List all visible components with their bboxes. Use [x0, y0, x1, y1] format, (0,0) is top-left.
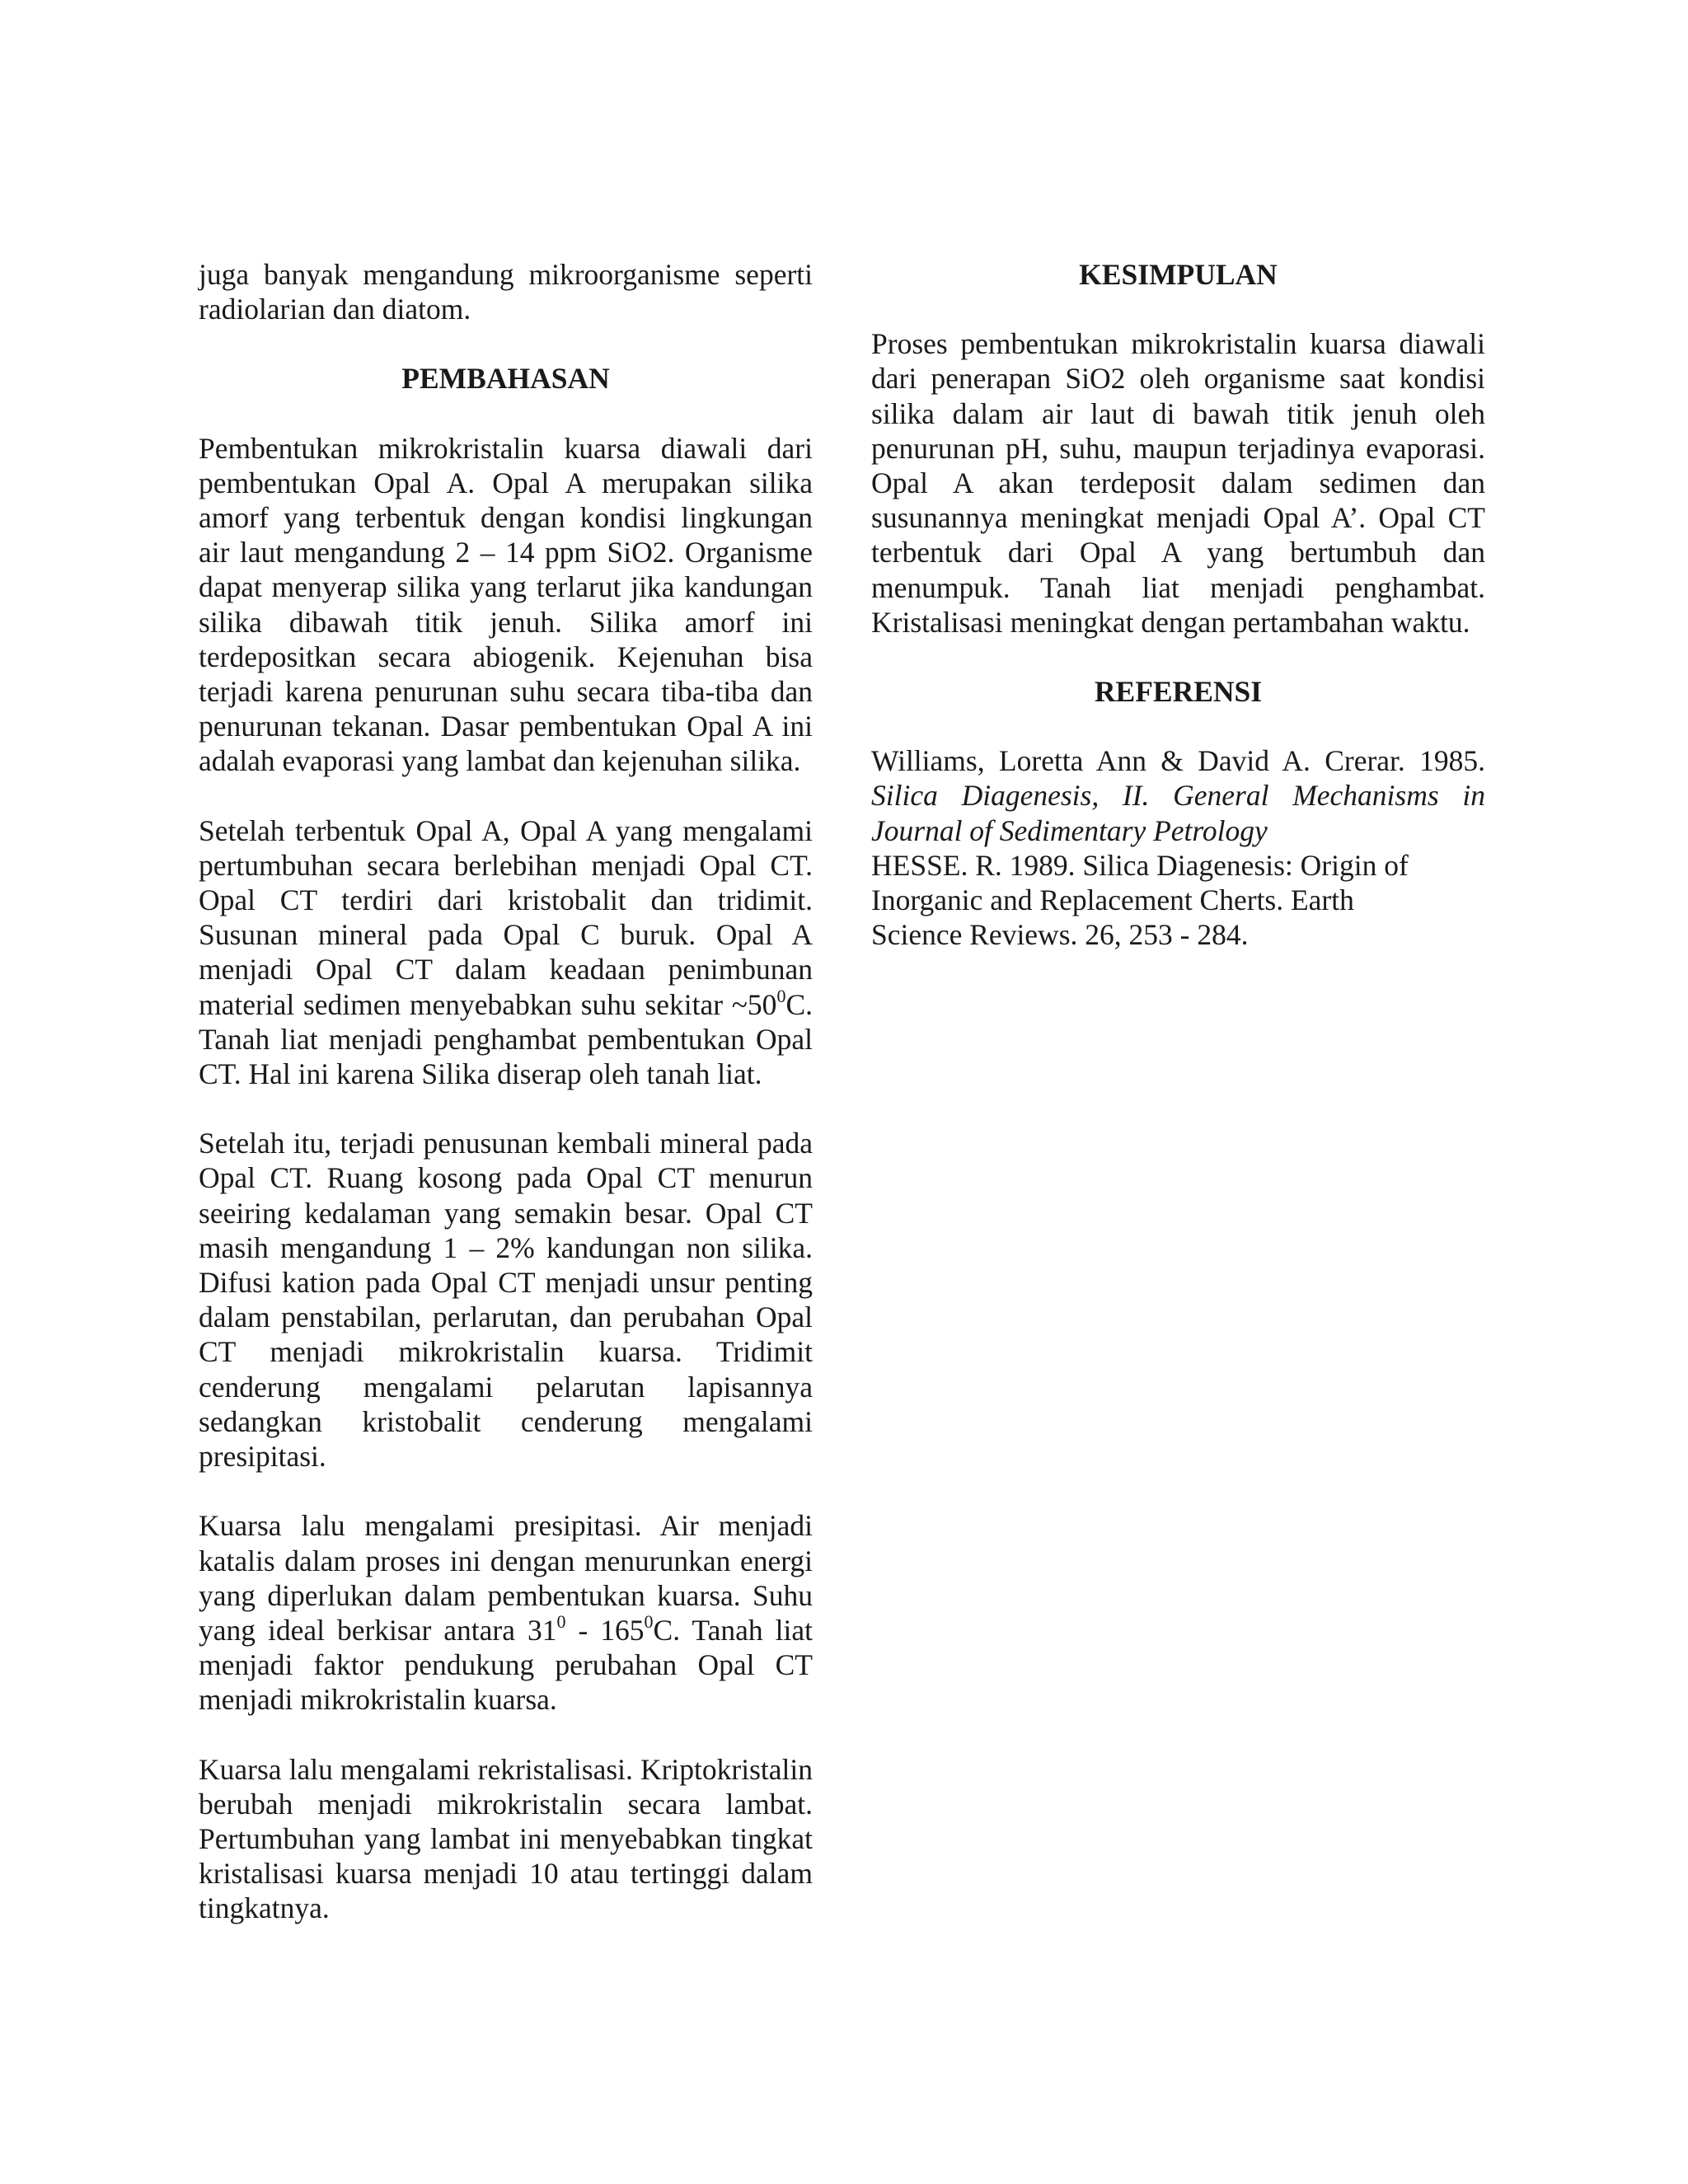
pembahasan-paragraph-2 — [199, 813, 813, 1092]
pembahasan-paragraph-1: Pembentukan mikrokristalin kuarsa diawali dari pembentukan Opal A. Opal A merupakan silika amorf yang terbentuk dengan kondisi lingkungan air laut mengandung 2 – 14 ppm SiO2. Organisme dapat menyerap silika yang terlarut jika kandungan silika dibawah titik jenuh. Silika amorf ini terdepositkan secara abiogenik. Kejenuhan bisa terjadi karena penurunan suhu secara tiba-tiba dan penurunan tekanan. Dasar pembentukan Opal A ini adalah evaporasi yang lambat dan kejenuhan silika. — [199, 431, 813, 778]
p2-superscript: 0 — [776, 985, 786, 1006]
reference-2 — [871, 848, 1485, 953]
referensi-heading: REFERENSI — [1094, 675, 1263, 709]
p4-text-c: C. Tanah liat menjadi faktor pendukung perubahan Opal CT menjadi mikrokristalin kuarsa. — [199, 1613, 813, 1717]
reference-2-line-1: HESSE. R. 1989. Silica Diagenesis: Origin of — [871, 848, 1409, 882]
reference-1 — [871, 743, 1485, 848]
pembahasan-paragraph-5: Kuarsa lalu mengalami rekristalisasi. Kriptokristalin berubah menjadi mikrokristalin secara lambat. Pertumbuhan yang lambat ini menyebabkan tingkat kristalisasi kuarsa menjadi 10 atau tertinggi dalam tingkatnya. — [199, 1752, 813, 1925]
p2-text-b: C. Tanah liat menjadi penghambat pembentukan Opal CT. Hal ini karena Silika diserap oleh tanah liat. — [199, 987, 813, 1091]
reference-2-line-2: Inorganic and Replacement Cherts. Earth — [871, 883, 1354, 917]
kesimpulan-heading: KESIMPULAN — [1079, 258, 1278, 291]
reference-2-line-3: Science Reviews. 26, 253 - 284. — [871, 918, 1249, 952]
p4-superscript-2: 0 — [644, 1611, 654, 1633]
kesimpulan-paragraph: Proses pembentukan mikrokristalin kuarsa diawali dari penerapan SiO2 oleh organisme saat kondisi silika dalam air laut di bawah titik jenuh oleh penurunan pH, suhu, maupun terjadinya evaporasi. Opal A akan terdeposit dalam sedimen dan susunannya meningkat menjadi Opal A’. Opal CT terbentuk dari Opal A yang bertumbuh dan menumpuk. Tanah liat menjadi penghambat. Kristalisasi meningkat dengan pertambahan waktu. — [871, 327, 1485, 639]
p4-text-a: Kuarsa lalu mengalami presipitasi. Air menjadi katalis dalam proses ini dengan menurunkan energi yang diperlukan dalam pembentukan kuarsa. Suhu yang ideal berkisar antara 31 — [199, 1509, 813, 1647]
reference-1-title: Silica Diagenesis, II. General Mechanisms in Journal of Sedimentary Petrology — [871, 779, 1485, 847]
pembahasan-heading: PEMBAHASAN — [401, 362, 610, 396]
p2-text-a: Setelah terbentuk Opal A, Opal A yang mengalami pertumbuhan secara berlebihan menjadi Opal CT. Opal CT terdiri dari kristobalit dan tridimit. Susunan mineral pada Opal C buruk. Opal A menjadi Opal CT dalam keadaan penimbunan material sedimen menyebabkan suhu sekitar ~50 — [199, 813, 813, 1021]
pembahasan-paragraph-4 — [199, 1508, 813, 1717]
right-column — [871, 257, 1485, 952]
pembahasan-paragraph-3: Setelah itu, terjadi penusunan kembali mineral pada Opal CT. Ruang kosong pada Opal CT menurun seeiring kedalaman yang semakin besar. Opal CT masih mengandung 1 – 2% kandungan non silika. Difusi kation pada Opal CT menjadi unsur penting dalam penstabilan, perlarutan, dan perubahan Opal CT menjadi mikrokristalin kuarsa. Tridimit cenderung mengalami pelarutan lapisannya sedangkan kristobalit cenderung mengalami presipitasi. — [199, 1127, 813, 1474]
intro-paragraph: juga banyak mengandung mikroorganisme seperti radiolarian dan diatom. — [199, 258, 813, 326]
p4-superscript-1: 0 — [556, 1611, 566, 1633]
p4-text-b: - 165 — [565, 1613, 645, 1647]
reference-1-authors: Williams, Loretta Ann & David A. Crerar. 1985. — [871, 744, 1485, 778]
left-column — [199, 257, 813, 1926]
